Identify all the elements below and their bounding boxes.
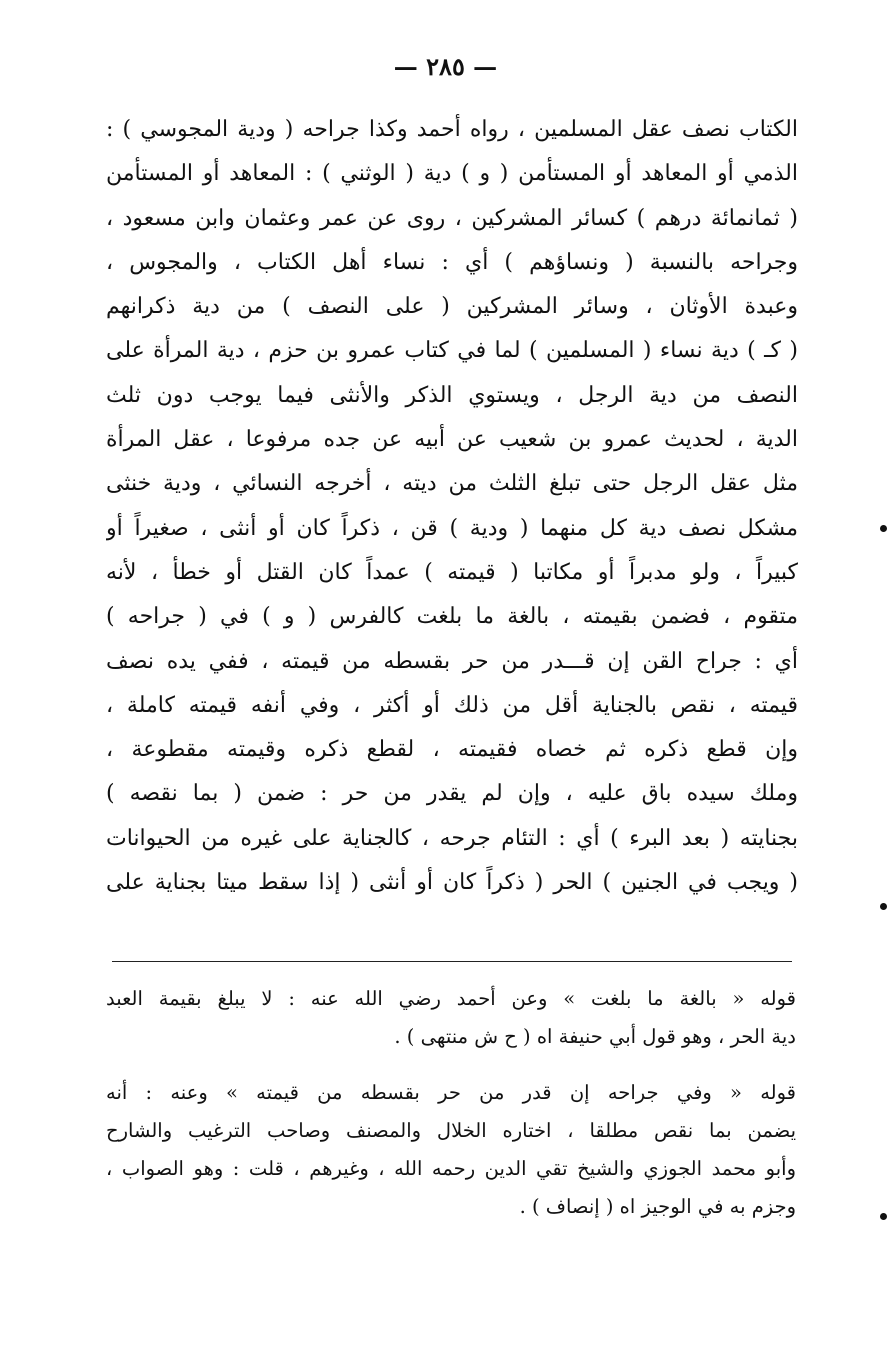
margin-dot-mark [880,1213,887,1220]
footnote-line: قوله « وفي جراحه إن قدر من حر بقسطه من قيمته » وعنه : أنه [106,1081,796,1104]
text-line: وإن قطع ذكره ثم خصاه فقيمته ، لقطع ذكره وقيمته مقطوعة ، [106,737,798,763]
text-line: بجنايته ( بعد البرء ) أي : التئام جرحه ، كالجناية على غيره من الحيوانات [106,825,798,851]
text-line: الكتاب نصف عقل المسلمين ، رواه أحمد وكذا جراحه ( ودية المجوسي ) : [106,117,798,142]
text-line: مشكل نصف دية كل منهما ( ودية ) قن ، ذكراً كان أو أنثى ، صغيراً أو [106,515,798,541]
text-line: وملك سيده باق عليه ، وإن لم يقدر من حر : ضمن ( بما نقصه ) [106,781,798,807]
text-line: قيمته ، نقص بالجناية أقل من ذلك أو أكثر ، وفي أنفه قيمته كاملة ، [106,692,798,718]
text-line: مثل عقل الرجل حتى تبلغ الثلث من ديته ، أخرجه النسائي ، ودية خنثى [106,471,798,497]
text-line: وجراحه بالنسبة ( ونساؤهم ) أي : نساء أهل الكتاب ، والمجوس ، [106,249,798,275]
margin-dot-mark [880,903,887,910]
page-number: — ٢٨٥ — [393,52,498,81]
text-line: أي : جراح القن إن قـــدر من حر بقسطه من قيمته ، ففي يده نصف [106,648,798,674]
footnote [106,980,796,1056]
margin-dot-mark [880,525,887,532]
footnote-line: قوله « بالغة ما بلغت » وعن أحمد رضي الله عنه : لا يبلغ بقيمة العبد [106,987,796,1010]
footnote-line: وجزم به في الوجيز اه ( إنصاف ) . [519,1195,796,1218]
text-line: الذمي أو المعاهد أو المستأمن ( و ) دية ( الوثني ) : المعاهد أو المستأمن [106,161,798,187]
footnote [106,1074,796,1226]
footnote-divider [112,961,792,962]
text-line: ( ويجب في الجنين ) الحر ( ذكراً كان أو أنثى ( إذا سقط ميتا بجناية على [106,870,798,896]
footnote-line: دية الحر ، وهو قول أبي حنيفة اه ( ح ش منتهى ) . [394,1025,796,1048]
text-line: ( ثمانمائة درهم ) كسائر المشركين ، روى عن عمر وعثمان وابن مسعود ، [106,205,798,231]
text-line: كبيراً ، ولو مدبراً أو مكاتبا ( قيمته ) عمداً كان القتل أو خطأ ، لأنه [106,559,798,585]
footnote-line: يضمن بما نقص مطلقا ، اختاره الخلال والمصنف وصاحب الترغيب والشارح [106,1119,796,1142]
main-text-block [106,108,798,905]
text-line: متقوم ، فضمن بقيمته ، بالغة ما بلغت كالفرس ( و ) في ( جراحه ) [106,604,798,630]
text-line: الدية ، لحديث عمرو بن شعيب عن أبيه عن جده مرفوعا ، عقل المرأة [106,427,798,453]
text-line: وعبدة الأوثان ، وسائر المشركين ( على النصف ) من دية ذكرانهم [106,294,798,320]
text-line: النصف من دية الرجل ، ويستوي الذكر والأنثى فيما يوجب دون ثلث [106,382,798,408]
footnote-line: وأبو محمد الجوزي والشيخ تقي الدين رحمه الله ، وغيرهم ، قلت : وهو الصواب ، [106,1157,796,1180]
text-line: ( كـ ) دية نساء ( المسلمين ) لما في كتاب عمرو بن حزم ، دية المرأة على [106,338,798,364]
footnotes-block [106,980,796,1244]
